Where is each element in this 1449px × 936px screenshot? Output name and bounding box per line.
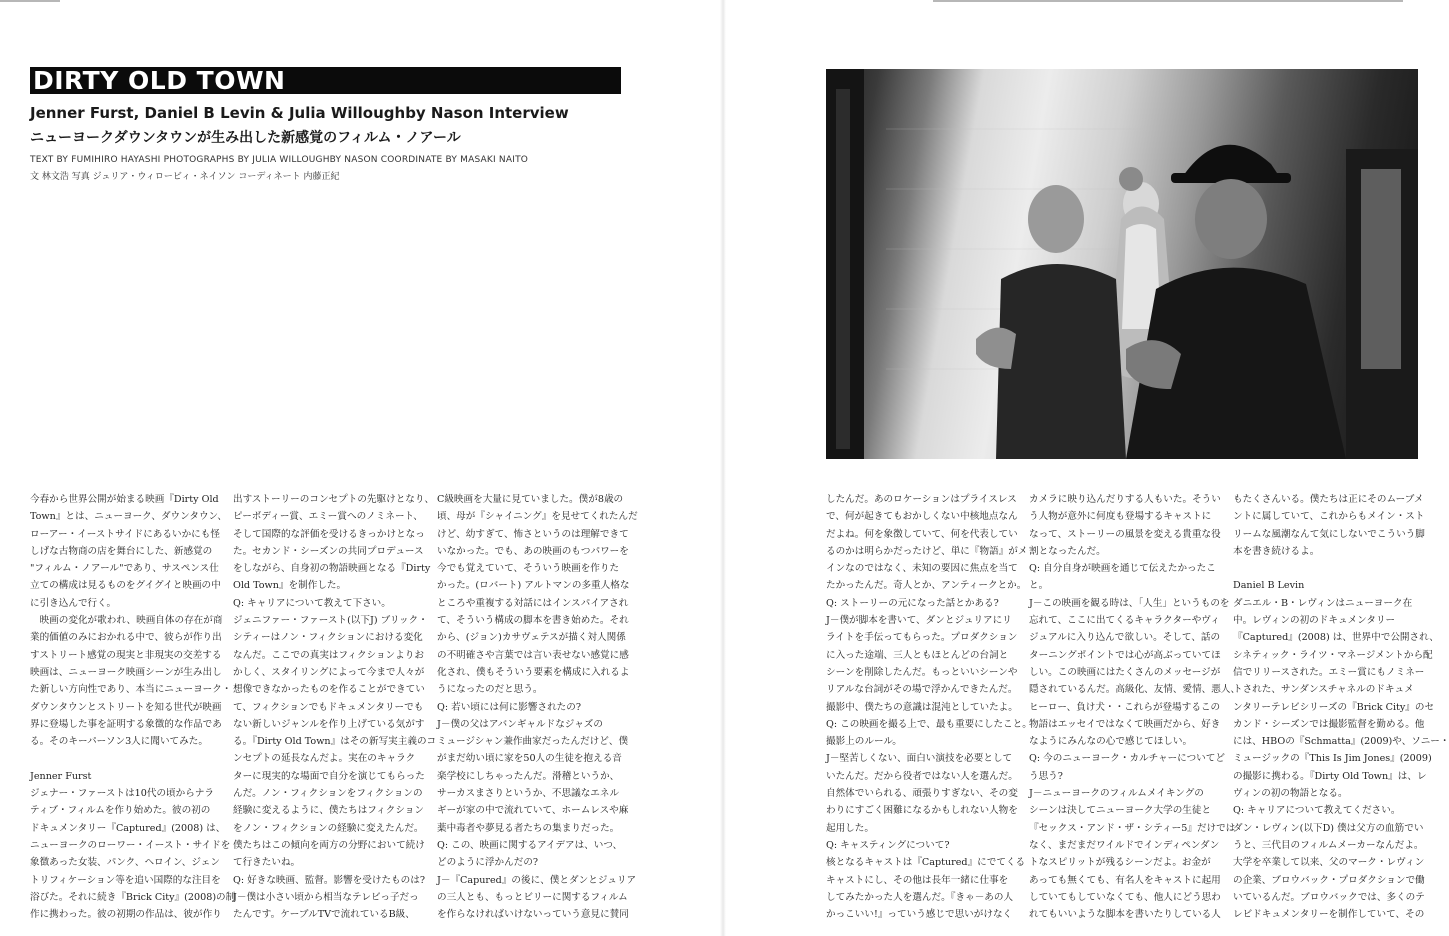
top-rule-right — [933, 0, 1403, 2]
text-line: かった。(ロバート) アルトマンの多重人格な — [437, 580, 630, 592]
text-line: 頃、母が『シャイニング』を見せてくれたんだ — [437, 511, 638, 523]
text-line: 中。レヴィンの初のドキュメンタリー — [1233, 615, 1396, 627]
text-line: 楽学校にしちゃったんだ。滑稽というか、 — [437, 770, 620, 782]
text-line: 僕たちはこの傾向を両方の分野において続け — [233, 839, 425, 851]
text-line: Q: ストーリーの元になった話とかある? — [826, 597, 999, 609]
text-line: れてもいいような脚本を書いたりしている人 — [1029, 909, 1221, 921]
text-line: 信でリリースされた。エミー賞にもノミネー — [1233, 666, 1425, 678]
text-line: J－僕は小さい頃から相当なテレビっ子だっ — [233, 891, 419, 903]
text-line: ジュアルに入り込んで欲しい。そして、話の — [1029, 632, 1221, 644]
text-line: うと、三代目のフィルムメーカーなんだよ。 — [1233, 839, 1424, 851]
text-line: C級映画を大量に見ていました。僕が8歳の — [437, 494, 624, 505]
text-line: 立ての構成は見るものをグイグイと映画の中 — [30, 580, 221, 592]
text-line: なって、ストーリーの風景を変える貴重な役 — [1029, 528, 1221, 540]
text-line: けど、幼すぎて、怖さというのは理解できて — [437, 528, 629, 540]
text-line: J－『Capured』の後に、僕とダンとジュリア — [437, 874, 637, 886]
text-line: していてもしていなくても、他人にどう思わ — [1029, 891, 1221, 903]
text-line: インなのではなく、未知の要因に焦点を当て — [826, 563, 1018, 575]
text-line: んだ。ノン・フィクションをフィクションの — [233, 788, 423, 800]
text-line: 撮影上のルール。 — [826, 736, 902, 748]
text-line: 『セックス・アンド・ザ・シティー5』だけでは — [1029, 822, 1236, 834]
text-line: ミュージックの『This Is Jim Jones』(2009) — [1233, 753, 1432, 765]
text-line: なようにみんなの心で感じてほしい。 — [1029, 736, 1193, 748]
text-line: しい。この映画にはたくさんのメッセージが — [1029, 666, 1221, 678]
text-line: Q: 若い頃には何に影響されたの? — [437, 701, 582, 713]
text-line: だよね。何を象徴していて、何を代表してい — [826, 528, 1018, 540]
text-line: 核となるキャストは『Captured』にでてくる — [826, 857, 1026, 869]
text-line: たかったんだ。奇人とか、アンティークとか。 — [826, 580, 1027, 592]
text-line: Q: キャリアについて教えて下さい。 — [233, 597, 391, 609]
text-line: わりにすごく困難になるかもしれない人物を — [826, 805, 1018, 817]
text-line: 映画は、ニューヨーク映画シーンが生み出し — [30, 666, 222, 678]
article-subtitle-jp: ニューヨークダウンタウンが生み出した新感覚のフィルム・ノアール — [30, 130, 461, 146]
text-line: 割となったんだ。 — [1029, 545, 1106, 557]
text-line: て、そういう構成の脚本を書き始めた。それ — [437, 615, 629, 627]
text-line: すストリート感覚の現実と非現実の交差する — [30, 649, 222, 661]
text-line: 界に登場した事を証明する象徴的な作品であ — [30, 718, 222, 730]
text-line: で、何が起きてもおかしくない中核地点なん — [826, 511, 1018, 523]
text-line: て、フィクションでもドキュメンタリーでも — [233, 701, 424, 713]
text-line: ヒーロー、負け犬・・これらが登場するこの — [1029, 701, 1221, 713]
text-line: キャストにし、その他は長年一緒に仕事を — [826, 874, 1009, 886]
text-line: 映画の変化が歌われ、映画自体の存在が商 — [30, 615, 223, 627]
text-line: るのかは明らかだったけど、単に『物語』がメ — [826, 545, 1028, 557]
text-line — [30, 750, 216, 767]
text-line: 業的価値のみにおかれる中で、彼らが作り出 — [30, 632, 222, 644]
text-line: ニューヨークのローワー・イースト・サイドを — [30, 839, 231, 851]
text-line: したんだ。あのロケーションはプライスレス — [826, 494, 1017, 505]
text-line: ジェニファー・ファースト(以下J) ブリック・ — [233, 615, 428, 627]
article-subtitle-en: Jenner Furst, Daniel B Levin & Julia Willoughby Nason Interview — [30, 104, 569, 122]
text-line: に引き込んで行く。 — [30, 597, 117, 609]
text-line: うになったのだと思う。 — [437, 684, 543, 696]
text-line: ミュージシャン兼作曲家だったんだけど、僕 — [437, 736, 629, 748]
text-line: シーンは決してニューヨーク大学の生徒と — [1029, 805, 1212, 817]
text-line: トリフィケーション等を追い国際的な注目を — [30, 874, 221, 886]
text-line — [1233, 560, 1419, 577]
text-line: 忘れて、ここに出てくるキャラクターやヴィ — [1029, 615, 1220, 627]
text-line: から、(ジョン)カサヴェテスが描く対人関係 — [437, 632, 626, 644]
text-line: Q: 自分自身が映画を通じて伝えたかったこ — [1029, 563, 1216, 575]
text-line: 作に携わった。彼の初期の作品は、彼が作り — [30, 909, 222, 921]
text-line: の企業、ブロウバック・プロダクションで働 — [1233, 874, 1425, 886]
text-line: をノン・フィクションの経験に変えたんだ。 — [233, 822, 424, 834]
left-page — [0, 0, 723, 936]
text-line: J－僕の父はアバンギャルドなジャズの — [437, 718, 603, 730]
text-column-3 — [437, 491, 638, 921]
text-line: ギーが家の中で流れていて、ホームレスや麻 — [437, 805, 629, 817]
text-line: カメラに映り込んだりする人もいた。そうい — [1029, 494, 1221, 505]
text-line: 化され、僕もそういう要素を構成に入れるよ — [437, 666, 630, 678]
text-line: Old Town』を制作した。 — [233, 580, 347, 592]
text-line: いているんだ。ブロウバックでは、多くのテ — [1233, 891, 1425, 903]
text-line: た。セカンド・シーズンの共同プロデュース — [233, 545, 424, 557]
text-line: ダウンタウンとストリートを知る世代が映画 — [30, 701, 222, 713]
text-line: る。そのキーパーソン3人に聞いてみた。 — [30, 736, 208, 748]
text-line: Town』とは、ニューヨーク、ダウンタウン、 — [30, 511, 227, 523]
text-line: 経験に変えるように、僕たちはフィクション — [233, 805, 424, 817]
text-line: なんだ。ここでの真実はフィクションよりお — [233, 649, 424, 661]
text-line: ティブ・フィルムを作り始めた。彼の初の — [30, 805, 211, 817]
credits-jp: 文 林文浩 写真 ジュリア・ウィロービィ・ネイソン コーディネート 内藤正紀 — [30, 172, 340, 182]
text-line: J－僕が脚本を書いて、ダンとジュリアにリ — [826, 615, 1012, 627]
text-line: J－ニューヨークのフィルムメイキングの — [1029, 788, 1204, 800]
text-line: た新しい方向性であり、本当にニューヨーク・ — [30, 684, 232, 696]
text-line: かっこいい!』っていう感じで思いがけなく — [826, 909, 1013, 921]
text-line: そして国際的な評価を受けるきっかけとなっ — [233, 528, 425, 540]
text-line: もたくさんいる。僕たちは正にそのムーブメ — [1233, 494, 1424, 505]
text-line: シーンを削除したんだ。もっといいシーンや — [826, 666, 1018, 678]
interview-photo — [826, 69, 1418, 459]
text-line: レビドキュメンタリーを制作していて、その — [1233, 909, 1425, 921]
text-line: 想像できなかったものを作ることができてい — [233, 684, 425, 696]
text-line: ンセプトの延長なんだよ。実在のキャラク — [233, 753, 416, 765]
text-line: なく、まだまだワイルドでインディペンダン — [1029, 839, 1220, 851]
text-line: ない新しいジャンルを作り上げている気がす — [233, 718, 425, 730]
text-column-1 — [30, 491, 236, 921]
text-line: シティーはノン・フィクションにおける変化 — [233, 632, 423, 644]
text-line: いたんだ。だから役者ではない人を選んだ。 — [826, 770, 1018, 782]
text-line: Q: 好きな映画、監督。影響を受けたものは? — [233, 874, 425, 886]
text-column-4 — [826, 491, 1032, 921]
text-line: がまだ幼い頃に家を50人の生徒を抱える音 — [437, 753, 622, 765]
text-line: Q: 今のニューヨーク・カルチャーについてど — [1029, 753, 1225, 765]
text-line: ジェナー・ファーストは10代の頃からナラ — [30, 788, 215, 800]
text-line: に入った途端、三人ともほとんどの台詞と — [826, 649, 1009, 661]
text-line: 薬中毒者や夢見る者たちの集まりだった。 — [437, 822, 620, 834]
text-line: 今でも覚えていて、そういう映画を作りた — [437, 563, 620, 575]
text-line: ドキュメンタリー『Captured』(2008) は、 — [30, 822, 226, 834]
text-line: トなスピリットが残るシーンだよ。お金が — [1029, 857, 1211, 869]
text-line: には、HBOの『Schmatta』(2009)や、ソニー・ — [1233, 736, 1449, 748]
text-line: Daniel B Levin — [1233, 580, 1305, 592]
text-line: 大学を卒業して以来、父のマーク・レヴィン — [1233, 857, 1425, 869]
text-line: 『Captured』(2008) は、世界中で公開され、 — [1233, 632, 1439, 644]
text-line: Q: キャリアについて教えてください。 — [1233, 805, 1401, 817]
text-line: Q: キャスティングについて? — [826, 839, 950, 851]
text-line: Q: この映画を撮る上で、最も重要にしたこと。 — [826, 718, 1032, 730]
text-line: 象徴あった女装、パンク、ヘロイン、ジェン — [30, 857, 220, 869]
text-line: る。『Dirty Old Town』はその新写実主義のコ — [233, 736, 437, 748]
text-line: かしく、スタイリングによって今まで人々が — [233, 666, 425, 678]
text-line: リームな風潮なんて気にしないでこういう脚 — [1233, 528, 1425, 540]
text-line: シネティック・ライツ・マネージメントから配 — [1233, 649, 1433, 661]
text-line: あっても無くても、有名人をキャストに起用 — [1029, 874, 1221, 886]
text-column-2 — [233, 491, 437, 921]
text-line: ライトを手伝ってもらった。プロダクション — [826, 632, 1018, 644]
text-line: しげな古物商の店を舞台にした、新感覚の — [30, 545, 213, 557]
text-line: リアルな台詞がその場で浮かんできたんだ。 — [826, 684, 1018, 696]
text-line: う人物が意外に何度も登場するキャストに — [1029, 511, 1212, 523]
text-line: トされた、サンダンスチャネルのドキュメ — [1233, 684, 1414, 696]
photo-illustration — [826, 69, 1418, 459]
text-line: 起用した。 — [826, 822, 874, 834]
text-line: う思う? — [1029, 770, 1063, 782]
text-line: たんです。ケーブルTVで流れているB級、 — [233, 909, 415, 921]
text-line: Q: この、映画に関するアイデアは、いつ、 — [437, 839, 623, 851]
text-line: て行きたいね。 — [233, 857, 301, 869]
text-line: どのように浮かんだの? — [437, 857, 539, 869]
text-line: J－堅苦しくない、面白い演技を必要として — [826, 753, 1013, 765]
text-line: ところや重複する対話にはインスパイアされ — [437, 597, 629, 609]
text-line: ピーボディー賞、エミー賞へのノミネート、 — [233, 511, 423, 523]
article-title: DIRTY OLD TOWN — [30, 67, 621, 94]
text-line: 出すストーリーのコンセプトの先駆けとなり、 — [233, 494, 435, 505]
text-line: の三人とも、もっとビリーに関するフィルム — [437, 891, 628, 903]
text-line: ダン・レヴィン(以下D) 僕は父方の血筋でい — [1233, 822, 1424, 834]
text-line: 浴びた。それに続き『Brick City』(2008)の制 — [30, 891, 236, 903]
credits-en: TEXT BY FUMIHIRO HAYASHI PHOTOGRAPHS BY JULIA WILLOUGHBY NASON COORDINATE BY MASAKI NAITO — [30, 155, 529, 165]
text-line: をしながら、自身初の物語映画となる『Dirty — [233, 563, 431, 575]
text-line: ローアー・イーストサイドにあるいかにも怪 — [30, 528, 220, 540]
text-line: J－この映画を観る時は、「人生」というものを — [1029, 597, 1230, 609]
text-line: Jenner Furst — [30, 770, 92, 782]
text-line: いなかった。でも、あの映画のもつパワーを — [437, 545, 629, 557]
text-column-6 — [1233, 491, 1449, 921]
text-line: サーカスまさりというか、不思議なエネル — [437, 788, 620, 800]
text-line: 今春から世界公開が始まる映画『Dirty Old — [30, 494, 219, 505]
text-line: 自然体でいられる、頑張りすぎない、その変 — [826, 788, 1018, 800]
text-line: "フィルム・ノアール"であり、サスペンス仕 — [30, 563, 219, 575]
text-line: 隠されているんだ。高級化、友情、愛情、悪人、 — [1029, 684, 1241, 696]
text-line: ターニングポイントでは心が高ぶっていてほ — [1029, 649, 1221, 661]
text-line: ダニエル・B・レヴィンはニューヨーク在 — [1233, 597, 1413, 609]
text-column-5 — [1029, 491, 1241, 921]
text-line: 撮影中、僕たちの意識は混沌としていたよ。 — [826, 701, 1018, 713]
text-line: してみたかった人を選んだ。『きゃ－あの人 — [826, 891, 1014, 903]
text-line: の撮影に携わる。『Dirty Old Town』は、レ — [1233, 770, 1427, 782]
text-line: を作らなければいけないっていう意見に賛同 — [437, 909, 629, 921]
text-line: の不明確さや言葉では言い表せない感覚に感 — [437, 649, 629, 661]
text-line: ンタリーテレビシリーズの『Brick City』のセ — [1233, 701, 1435, 713]
text-line: ターに現実的な場面で自分を演じてもらった — [233, 770, 425, 782]
top-rule — [0, 0, 60, 2]
text-line: 物語はエッセイではなくて映画だから、好き — [1029, 718, 1221, 730]
text-line: ヴィンの初の物語となる。 — [1233, 788, 1348, 800]
text-line: カンド・シーズンでは撮影監督を勤める。他 — [1233, 718, 1425, 730]
text-line: ントに属していて、これからもメイン・スト — [1233, 511, 1425, 523]
text-line: と。 — [1029, 580, 1049, 592]
text-line: 本を書き続けるよ。 — [1233, 545, 1320, 557]
